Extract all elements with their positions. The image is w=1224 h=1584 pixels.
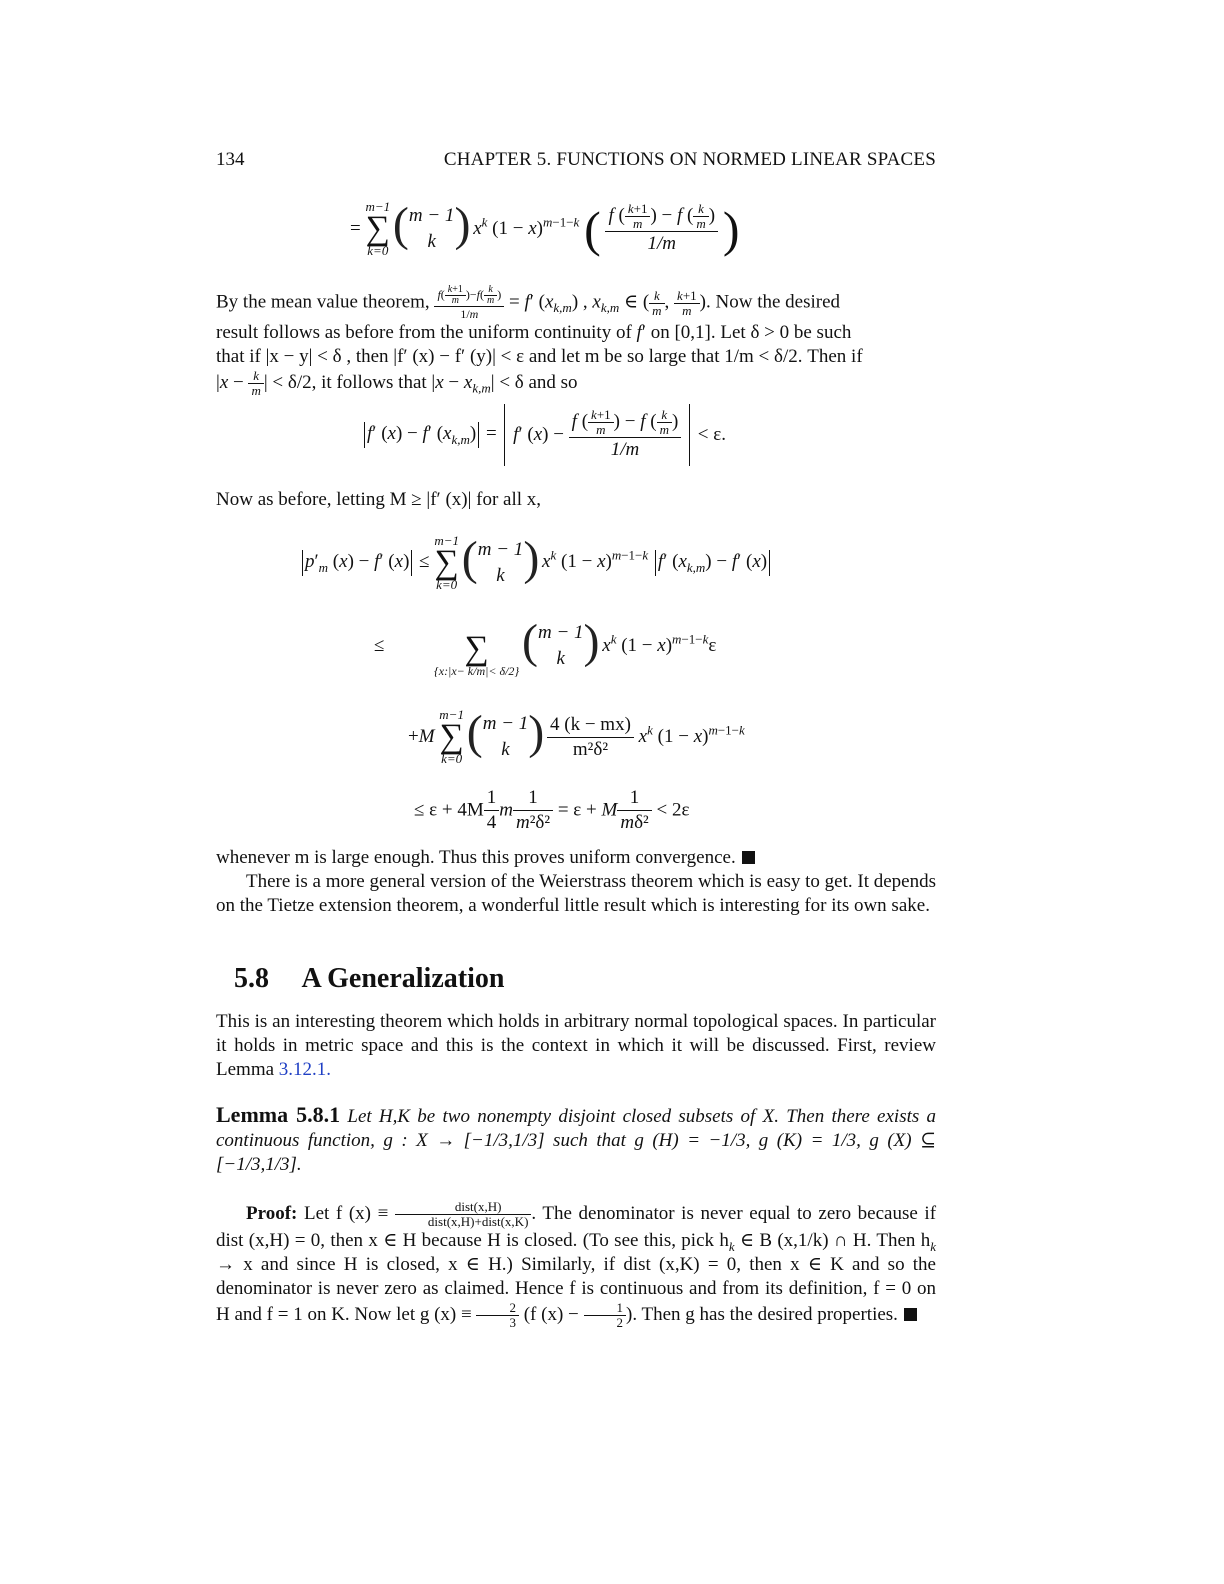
lemma-block: [216, 1103, 936, 1177]
general-version-paragraph: There is a more general version of the Weierstrass theorem which is easy to get. It depends on the Tietze extension theorem, a wonderful little result which is interesting for its own sake.: [216, 871, 936, 916]
equation-near-sum: ≤ ∑ {x:|x− k/m|< δ/2} ( m − 1 k ) $x^k$ $(1 - x)^{m-1-k}\varepsilon$: [374, 615, 717, 678]
section-heading: [234, 962, 504, 996]
whenever-line: whenever m is large enough. Thus this proves uniform convergence.: [216, 846, 936, 870]
lemma-reference-link[interactable]: 3.12.1: [278, 1059, 327, 1080]
equation-final-bound: ≤ ε + 4M $\frac{1}{4}$ m $\frac{1}{\text{m²δ²}}$ = ε + M $\frac{1}{\text{mδ²}}$ < 2ε: [414, 787, 690, 833]
page: [216, 0, 936, 1584]
lemma-label: Lemma 5.8.1: [216, 1102, 341, 1127]
page-number: 134: [216, 149, 245, 170]
section-title: A Generalization: [301, 963, 505, 994]
equation-bernstein-bound: $p'_m$ (x) − f′ (x) ≤ m−1 ∑ k=0 ( m − 1 k ) $x^k$ $(1 - x)^{m-1-k}$ f′ $(x_{k,m}) - f'$ (x): [300, 534, 772, 592]
binomial-coefficient: ( m − 1 k ): [392, 198, 471, 252]
equation-sum-difference: = m−1 ∑ k=0 ( m − 1 k ) $x^k$ $(1 - x)^{m-1-k}$ ( f ( $\frac{k+1}{m}$ ) − f ( $\frac{k}{m}$ ) 1/m ): [350, 198, 740, 258]
equation-far-sum: +M m−1 ∑ k=0 ( m − 1 k ) $\frac{4 (k - mx)}{\text{m²δ²}}$ $x^k$ $(1 - x)^{m-1-k}$: [408, 706, 745, 766]
proof-block: Proof: Let f (x) ≡ $\frac{\text{dist(x,H)}}{\text{dist(x,H)+dist(x,K)}}$ . The denominator is never equal to zero because if dist (x,H) = 0, then x ∈ H because H is closed. (To see this, pick $h_k$ ∈ B (x,1/k) ∩ H. Then $h_k \to x$ and since H is closed, x ∈ H.) Similarly, if dist (x,K) = 0, then x ∈ K and so the denominator is never zero as claimed. Hence f is continuous and from its definition, f = 0 on H and f = 1 on K. Now let g (x) ≡ $\frac{2}{3}$ (f (x) − $\frac{1}{2}$ ). Then g has the desired properties.: [216, 1199, 937, 1330]
section-number: 5.8: [234, 963, 269, 994]
running-header: [216, 148, 936, 174]
equation-derivative-estimate: f′ (x) − f′ $(x_{k,m}) = f'$ (x) − f ( $\frac{k+1}{m}$ ) − f ( $\frac{k}{m}$ ) 1/m < ε.: [362, 404, 726, 466]
lemma-statement: Let H,K be two nonempty disjoint closed subsets of X. Then there exists a continuous function, g : X → [−1/3,1/3] such that g (H) = −1/3, g (K) = 1/3, g (X) ⊆ [−1/3,1/3].: [216, 1106, 937, 1175]
proof-label: Proof:: [246, 1202, 298, 1224]
now-as-before-line: Now as before, letting M ≥ |f′ (x)| for all x,: [216, 489, 542, 510]
chapter-title: CHAPTER 5. FUNCTIONS ON NORMED LINEAR SPACES: [443, 149, 936, 170]
qed-square-icon: [742, 851, 755, 864]
sum-symbol: m−1 ∑ k=0: [365, 199, 391, 258]
qed-square-icon: [904, 1308, 917, 1321]
difference-quotient: f ( $\frac{k+1}{m}$ ) − f ( $\frac{k}{m}$ ) 1/m: [605, 202, 718, 256]
generalization-intro: This is an interesting theorem which holds in arbitrary normal topological spaces. In particular it holds in metric space and this is the context in which it will be discussed. First, review Lemma 3.12.1.: [216, 1011, 936, 1080]
mvt-paragraph: By the mean value theorem, f( $\frac{k+1}{m}$ )−f( $\frac{k}{m}$ ) 1/m = f′ $(x_{k,m})$ , $x_{k,m}$ ∈ ( $\frac{k}{m}$ , $\frac{k+1}{m}$ ). Now the desired result follows as before from the uniform continuity of f′ on [0,1]. Let δ > 0 be such that if |x − y| < δ , then |f′ (x) − f′ (y)| < ε and let m be so large that 1/m < δ/2. Then if |x − $\frac{k}{m}$ | < δ/2, it follows that $|x - x_{k,m}| < \delta$ and so: [216, 284, 863, 398]
